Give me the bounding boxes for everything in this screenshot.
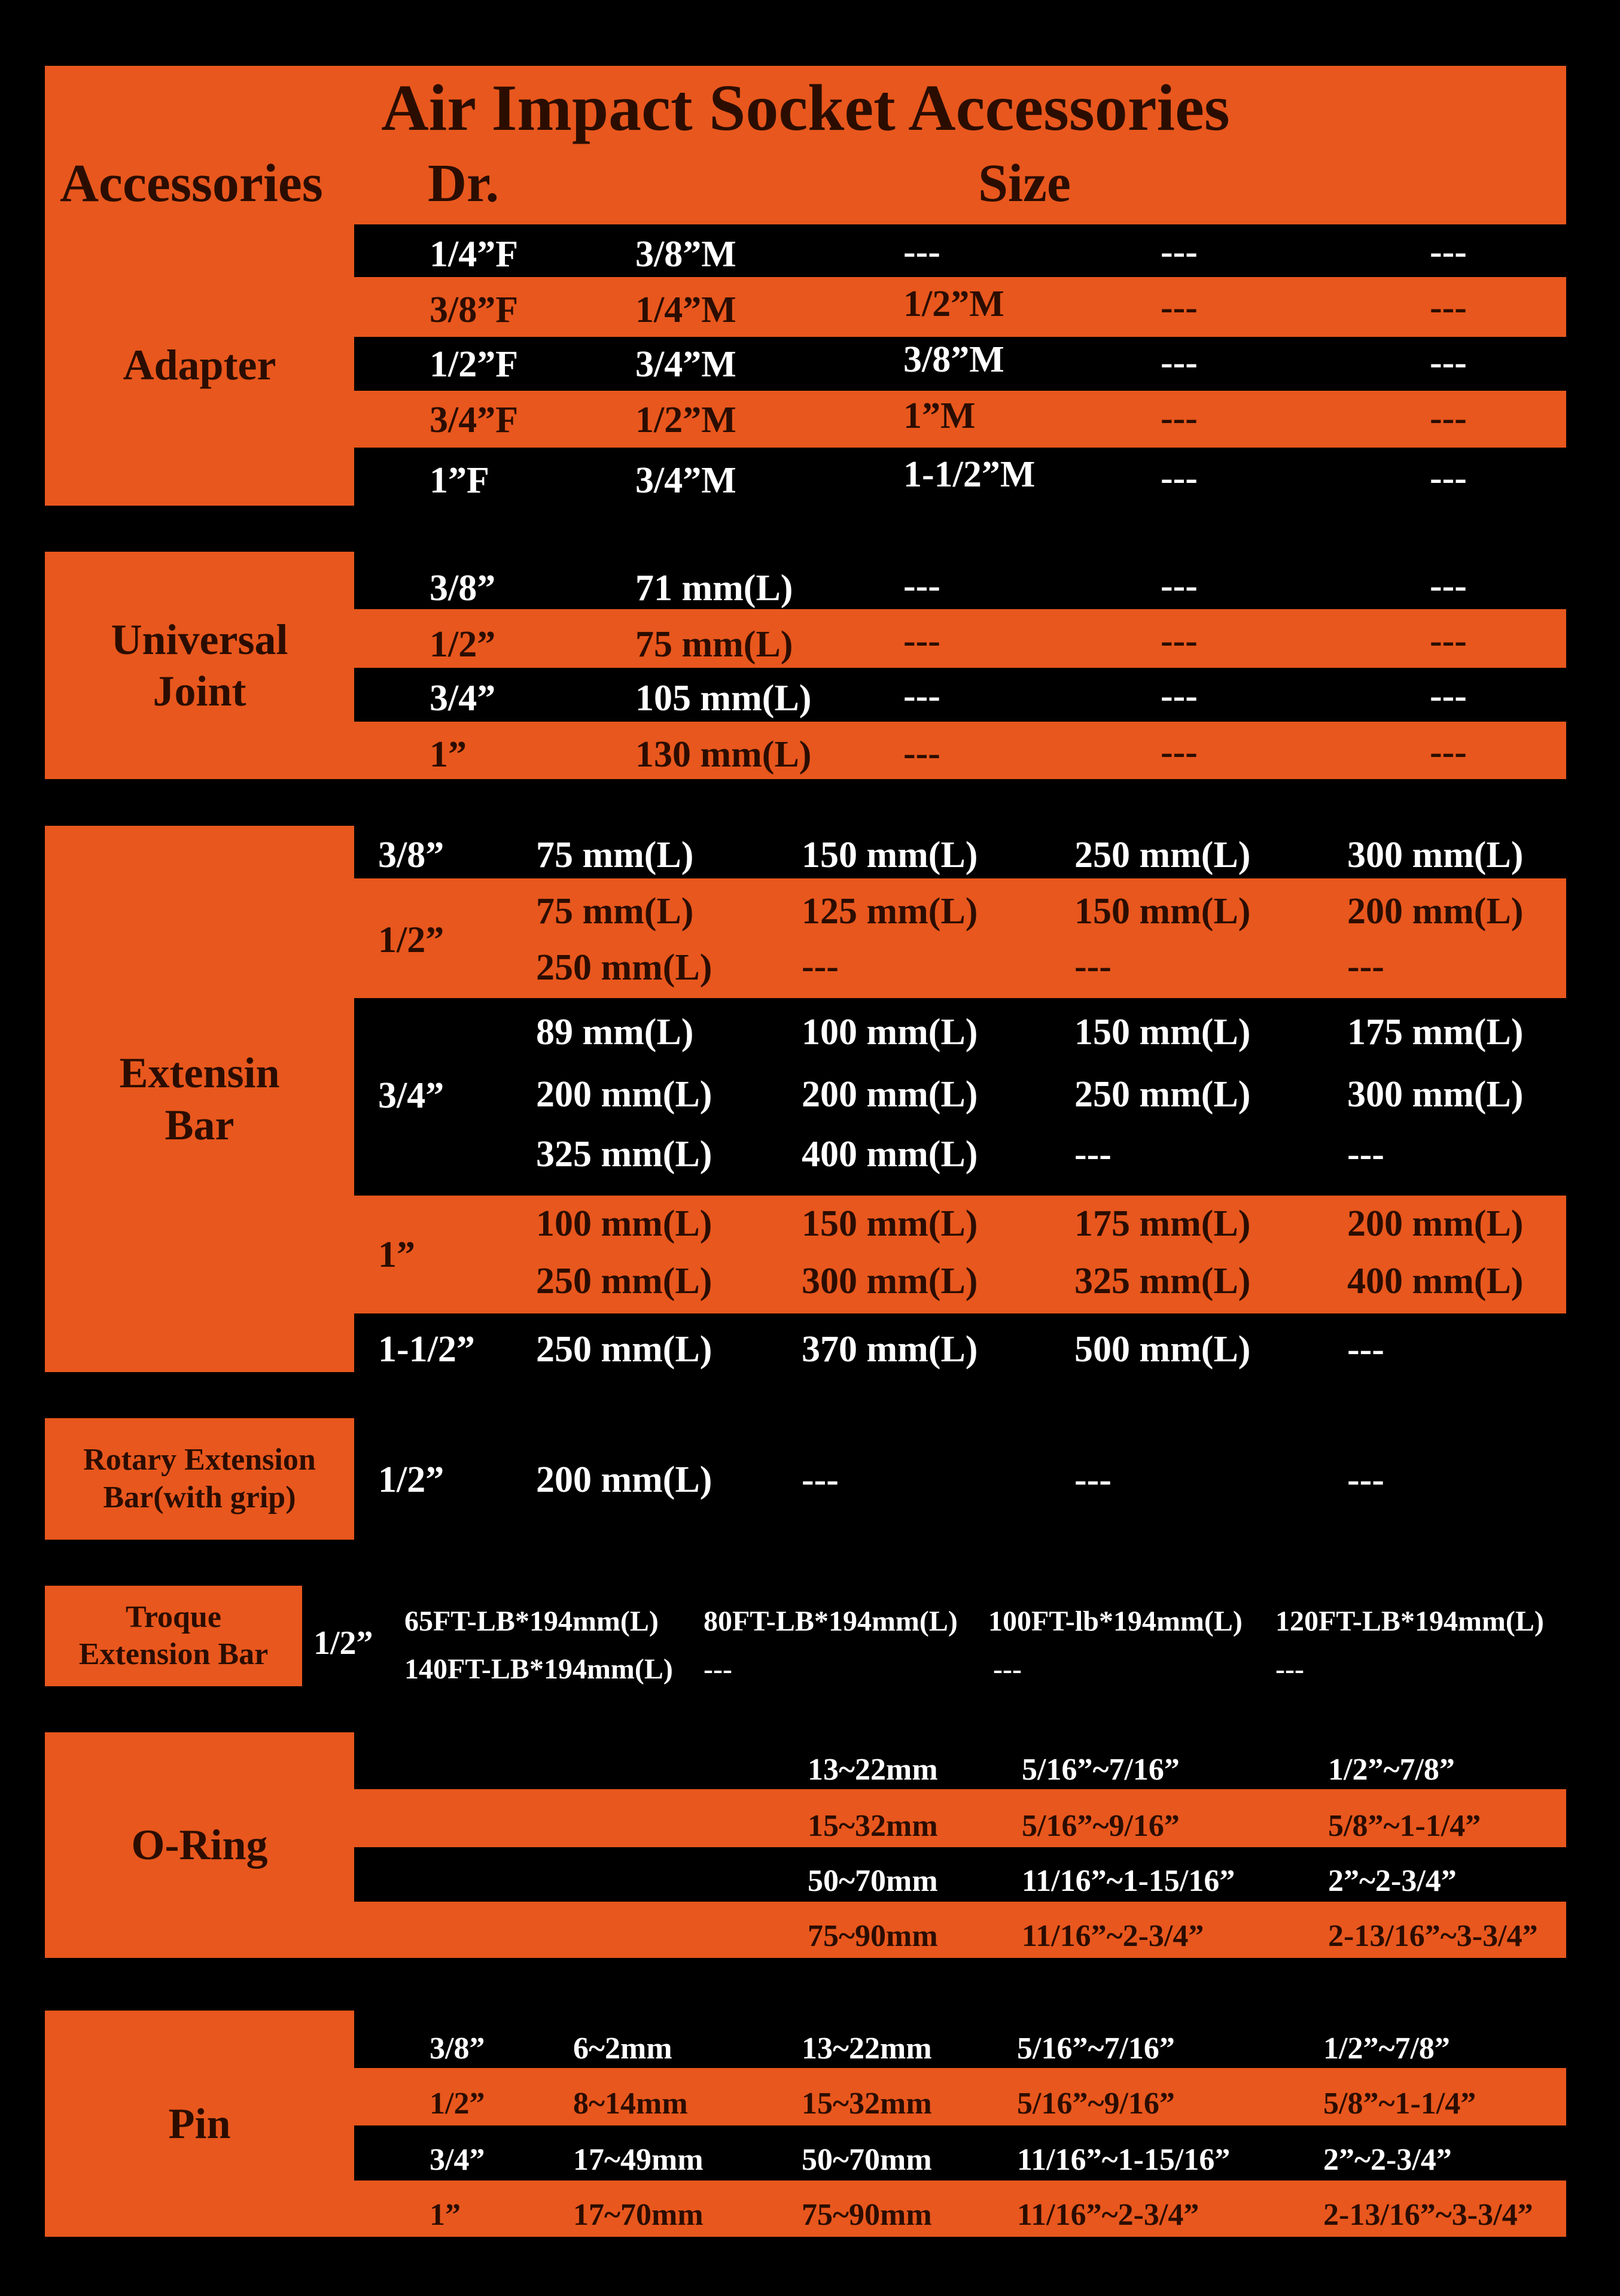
- universal-joint-drive: 3/8”: [430, 568, 496, 609]
- adapter-size: ---: [1161, 458, 1198, 498]
- torque-extension-bar-size: 140FT-LB*194mm(L): [404, 1653, 673, 1685]
- rotary-extension-bar-drive: 1/2”: [378, 1459, 444, 1500]
- torque-extension-bar-label-line1: Troque: [126, 1599, 221, 1634]
- extension-bar-size: ---: [1074, 1134, 1112, 1175]
- adapter-size: ---: [1430, 232, 1467, 272]
- pin-size: 15~32mm: [802, 2087, 932, 2121]
- adapter-size: 1”M: [903, 396, 976, 436]
- universal-joint-size: 75 mm(L): [635, 624, 793, 665]
- universal-joint-size: ---: [1430, 621, 1467, 661]
- universal-joint-drive: 3/4”: [430, 678, 496, 719]
- torque-extension-bar-size: 65FT-LB*194mm(L): [404, 1605, 659, 1637]
- universal-joint-label-line2: Joint: [153, 667, 246, 715]
- extension-bar-drive: 1/2”: [378, 920, 444, 960]
- torque-extension-bar-size: 80FT-LB*194mm(L): [704, 1605, 958, 1637]
- o-ring-size: 13~22mm: [808, 1753, 938, 1787]
- pin-size: 8~14mm: [573, 2087, 688, 2121]
- universal-joint-size: ---: [1430, 732, 1467, 773]
- pin-size: 50~70mm: [802, 2143, 932, 2177]
- extension-bar-size: 150 mm(L): [802, 835, 978, 875]
- o-ring-size: 5/16”~9/16”: [1022, 1809, 1180, 1843]
- extension-bar-drive: 1”: [378, 1234, 415, 1275]
- o-ring-size: 2-13/16”~3-3/4”: [1328, 1919, 1538, 1953]
- adapter-label-text: Adapter: [123, 340, 276, 389]
- o-ring-size: 5/16”~7/16”: [1022, 1753, 1180, 1787]
- pin-size: 17~49mm: [573, 2143, 704, 2177]
- extension-bar-size: 200 mm(L): [1347, 1203, 1524, 1244]
- extension-bar-size: 150 mm(L): [802, 1203, 978, 1244]
- o-ring-label-text: O-Ring: [131, 1821, 268, 1869]
- o-ring-size: 50~70mm: [808, 1864, 938, 1898]
- rotary-extension-bar-label-line2: Bar(with grip): [103, 1480, 296, 1515]
- o-ring-size: 1/2”~7/8”: [1328, 1753, 1455, 1787]
- pin-label: [45, 2011, 354, 2237]
- extension-bar-size: ---: [1347, 1134, 1384, 1175]
- adapter-size: 3/4”M: [635, 460, 736, 501]
- torque-extension-bar-size: ---: [993, 1653, 1022, 1685]
- extension-bar-size: 175 mm(L): [1074, 1203, 1251, 1244]
- pin-size: 5/16”~7/16”: [1017, 2032, 1175, 2066]
- pin-size: 2”~2-3/4”: [1323, 2143, 1452, 2177]
- o-ring-size: 11/16”~1-15/16”: [1022, 1864, 1235, 1898]
- adapter-size: 3/8”M: [635, 234, 736, 275]
- pin-drive: 3/4”: [430, 2143, 485, 2177]
- extension-bar-drive: 1-1/2”: [378, 1329, 475, 1370]
- adapter-size: ---: [1430, 458, 1467, 498]
- pin-drive: 1/2”: [430, 2087, 485, 2121]
- column-header-dr: Dr.: [428, 154, 500, 213]
- o-ring-label: [45, 1732, 354, 1958]
- extension-bar-size: 400 mm(L): [802, 1134, 978, 1175]
- pin-size: 13~22mm: [802, 2032, 932, 2066]
- adapter-size: 1/4”M: [635, 290, 736, 330]
- adapter-drive: 3/4”F: [430, 400, 519, 440]
- extension-bar-size: 300 mm(L): [1347, 835, 1524, 875]
- universal-joint-size: ---: [903, 621, 940, 661]
- universal-joint-size: ---: [1161, 565, 1198, 606]
- universal-joint-size: 130 mm(L): [635, 734, 812, 775]
- adapter-row-bg-0: [354, 224, 1566, 277]
- extension-bar-size: 100 mm(L): [802, 1012, 978, 1053]
- o-ring-size: 2”~2-3/4”: [1328, 1864, 1457, 1898]
- pin-size: 5/8”~1-1/4”: [1323, 2087, 1476, 2121]
- pin-size: 11/16”~2-3/4”: [1017, 2198, 1199, 2232]
- adapter-size: 1-1/2”M: [903, 454, 1036, 495]
- pin-drive: 1”: [430, 2198, 461, 2232]
- o-ring-size: 5/8”~1-1/4”: [1328, 1809, 1481, 1843]
- rotary-extension-bar-size: ---: [802, 1459, 839, 1500]
- page-title: Air Impact Socket Accessories: [381, 71, 1230, 144]
- pin-size: 11/16”~1-15/16”: [1017, 2143, 1231, 2177]
- rotary-extension-bar-size: 200 mm(L): [536, 1459, 712, 1500]
- torque-extension-bar-size: 120FT-LB*194mm(L): [1275, 1605, 1544, 1637]
- adapter-label: [45, 224, 354, 506]
- adapter-drive: 1”F: [430, 460, 489, 501]
- extension-bar-size: 75 mm(L): [536, 891, 694, 932]
- extension-bar-size: 325 mm(L): [536, 1134, 712, 1175]
- extension-bar-label: [45, 826, 354, 1372]
- universal-joint-drive: 1/2”: [430, 624, 496, 665]
- universal-joint-row-bg-3: [354, 722, 1566, 779]
- universal-joint-size: ---: [1430, 676, 1467, 716]
- torque-extension-bar-drive: 1/2”: [313, 1625, 373, 1662]
- extension-bar-size: 75 mm(L): [536, 835, 694, 875]
- extension-bar-size: 325 mm(L): [1074, 1261, 1251, 1301]
- adapter-size: 3/8”M: [903, 339, 1004, 380]
- extension-bar-size: 200 mm(L): [536, 1074, 712, 1115]
- rotary-extension-bar-size: ---: [1347, 1459, 1384, 1500]
- adapter-size: ---: [1161, 287, 1198, 328]
- torque-extension-bar-label: [45, 1586, 302, 1686]
- adapter-size: ---: [1161, 232, 1198, 272]
- column-header-size: Size: [978, 154, 1071, 213]
- extension-bar-size: ---: [1074, 946, 1112, 987]
- column-header-accessories: Accessories: [60, 154, 323, 213]
- extension-bar-size: ---: [1347, 1329, 1384, 1370]
- adapter-drive: 3/8”F: [430, 290, 519, 330]
- adapter-drive: 1/4”F: [430, 234, 519, 275]
- extension-bar-size: 150 mm(L): [1074, 1012, 1251, 1053]
- pin-size: 17~70mm: [573, 2198, 704, 2232]
- rotary-extension-bar-size: ---: [1074, 1459, 1112, 1500]
- extension-bar-drive: 3/4”: [378, 1075, 444, 1116]
- pin-drive: 3/8”: [430, 2032, 485, 2066]
- pin-size: 1/2”~7/8”: [1323, 2032, 1450, 2066]
- extension-bar-size: 250 mm(L): [536, 1329, 712, 1370]
- torque-extension-bar-label-line2: Extension Bar: [78, 1637, 269, 1671]
- adapter-size: 3/4”M: [635, 344, 736, 385]
- o-ring-size: 75~90mm: [808, 1919, 938, 1953]
- adapter-size: ---: [1161, 398, 1198, 439]
- pin-size: 6~2mm: [573, 2032, 672, 2066]
- adapter-size: ---: [903, 232, 940, 272]
- extension-bar-size: 400 mm(L): [1347, 1261, 1524, 1301]
- rotary-extension-bar-label: [45, 1418, 354, 1540]
- adapter-size: ---: [1161, 342, 1198, 383]
- adapter-size: 1/2”M: [903, 284, 1004, 324]
- o-ring-size: 15~32mm: [808, 1809, 938, 1843]
- torque-extension-bar-size: ---: [1275, 1653, 1304, 1685]
- extension-bar-size: 125 mm(L): [802, 891, 978, 932]
- extension-bar-size: 89 mm(L): [536, 1012, 694, 1053]
- adapter-drive: 1/2”F: [430, 344, 519, 385]
- extension-bar-size: 250 mm(L): [1074, 1074, 1251, 1115]
- extension-bar-drive: 3/8”: [378, 835, 444, 875]
- extension-bar-size: 100 mm(L): [536, 1203, 712, 1244]
- extension-bar-label-line2: Bar: [165, 1100, 235, 1149]
- universal-joint-size: ---: [1161, 676, 1198, 716]
- pin-size: 2-13/16”~3-3/4”: [1323, 2198, 1533, 2232]
- extension-bar-size: 150 mm(L): [1074, 891, 1251, 932]
- extension-bar-size: 250 mm(L): [1074, 835, 1251, 875]
- torque-extension-bar-size: ---: [704, 1653, 732, 1685]
- rotary-extension-bar-label-line1: Rotary Extension: [83, 1443, 316, 1477]
- universal-joint-size: ---: [903, 733, 940, 774]
- extension-bar-size: 200 mm(L): [802, 1074, 978, 1115]
- torque-extension-bar-size: 100FT-lb*194mm(L): [988, 1605, 1243, 1637]
- universal-joint-label-line1: Universal: [111, 615, 288, 664]
- universal-joint-drive: 1”: [430, 734, 467, 775]
- extension-bar-size: 370 mm(L): [802, 1329, 978, 1370]
- extension-bar-label-line1: Extensin: [119, 1049, 280, 1097]
- o-ring-size: 11/16”~2-3/4”: [1022, 1919, 1204, 1953]
- extension-bar-size: 250 mm(L): [536, 947, 712, 988]
- extension-bar-size: 500 mm(L): [1074, 1329, 1251, 1370]
- extension-bar-size: 300 mm(L): [1347, 1074, 1524, 1115]
- universal-joint-label: [45, 552, 354, 779]
- universal-joint-size: ---: [1161, 621, 1198, 661]
- pin-size: 75~90mm: [802, 2198, 932, 2232]
- universal-joint-size: ---: [1161, 732, 1198, 773]
- extension-bar-size: ---: [1347, 946, 1384, 987]
- pin-size: 5/16”~9/16”: [1017, 2087, 1175, 2121]
- extension-bar-size: 175 mm(L): [1347, 1012, 1524, 1053]
- adapter-size: ---: [1430, 287, 1467, 328]
- universal-joint-size: 71 mm(L): [635, 568, 793, 609]
- adapter-size: ---: [1430, 342, 1467, 383]
- pin-label-text: Pin: [168, 2099, 231, 2148]
- universal-joint-size: 105 mm(L): [635, 678, 812, 719]
- universal-joint-size: ---: [1430, 565, 1467, 606]
- adapter-size: ---: [1430, 398, 1467, 439]
- extension-bar-size: 250 mm(L): [536, 1261, 712, 1301]
- universal-joint-size: ---: [903, 676, 940, 716]
- adapter-size: 1/2”M: [635, 400, 736, 440]
- universal-joint-row-bg-1: [354, 609, 1566, 668]
- extension-bar-size: ---: [802, 946, 839, 987]
- extension-bar-size: 200 mm(L): [1347, 891, 1524, 932]
- universal-joint-size: ---: [903, 565, 940, 606]
- extension-bar-size: 300 mm(L): [802, 1261, 978, 1301]
